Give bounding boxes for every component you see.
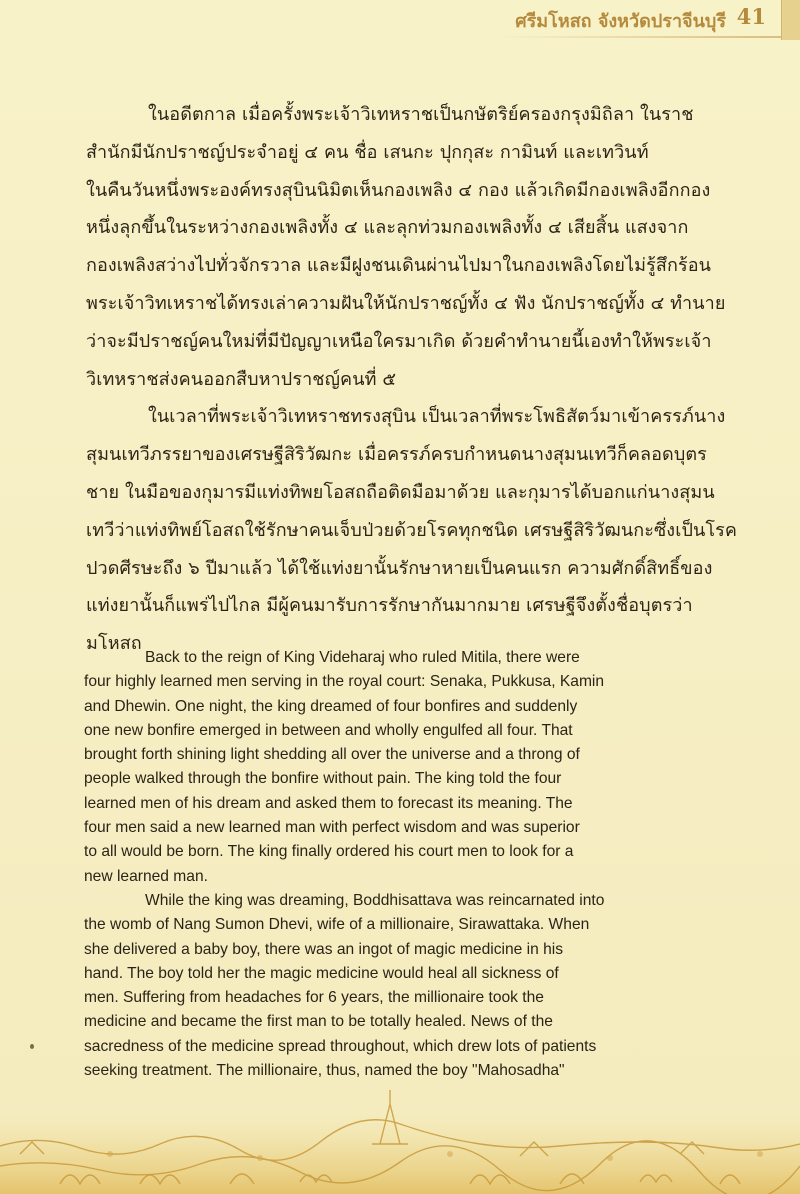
english-line: brought forth shining light shedding all over the universe and a throng of: [84, 746, 580, 764]
thai-line: เทวีว่าแท่งทิพย์โอสถใช้รักษาคนเจ็บป่วยด้วยโรคทุกชนิด เศรษฐีสิริวัฒนกะซึ่งเป็นโรค: [86, 519, 738, 541]
thai-line: วิเทหราชส่งคนออกสืบหาปราชญ์คนที่ ๕: [86, 368, 397, 390]
thai-line: สำนักมีนักปราชญ์ประจำอยู่ ๔ คน ชื่อ เสนกะ ปุกกุสะ กามินท์ และเทวินท์: [86, 141, 649, 163]
thai-line: มโหสถ: [86, 633, 142, 655]
decorative-footer-illustration: [0, 1084, 800, 1194]
english-line: Back to the reign of King Videharaj who ruled Mitila, there were: [145, 649, 580, 666]
english-line: learned men of his dream and asked them to forecast its meaning. The: [84, 794, 573, 812]
english-line: and Dhewin. One night, the king dreamed of four bonfires and suddenly: [84, 697, 578, 715]
thai-paragraph-1: [86, 96, 726, 398]
english-line: medicine and became the first man to be totally healed. News of the: [84, 1013, 553, 1031]
thai-line: สุมนเทวีภรรยาของเศรษฐีสิริวัฒกะ เมื่อครรภ์ครบกำหนดนางสุมนเทวีก็คลอดบุตร: [86, 444, 707, 466]
page-number: 41: [736, 4, 766, 29]
ink-speck: [30, 1044, 34, 1049]
english-line: sacredness of the medicine spread throughout, which drew lots of patients: [84, 1037, 597, 1055]
english-paragraph-1: [84, 646, 708, 889]
english-body-text: [84, 646, 708, 1083]
thai-line: ในอดีตกาล เมื่อครั้งพระเจ้าวิเทหราชเป็นกษัตริย์ครองกรุงมิถิลา ในราช: [148, 104, 694, 125]
thai-line: ในคืนวันหนึ่งพระองค์ทรงสุบินนิมิตเห็นกองเพลิง ๔ กอง แล้วเกิดมีกองเพลิงอีกกอง: [86, 179, 711, 201]
corner-ornament: [781, 0, 800, 40]
header-rule: [500, 36, 800, 38]
english-line: she delivered a baby boy, there was an ingot of magic medicine in his: [84, 940, 564, 958]
header-title: ศรีมโหสถ จังหวัดปราจีนบุรี: [515, 11, 726, 32]
page-header: [0, 0, 800, 40]
english-line: to all would be born. The king finally ordered his court men to look for a: [84, 843, 574, 861]
thai-line: พระเจ้าวิทเหราชได้ทรงเล่าความฝันให้นักปราชญ์ทั้ง ๔ ฟัง นักปราชญ์ทั้ง ๔ ทำนาย: [86, 292, 726, 314]
english-line: the womb of Nang Sumon Dhevi, wife of a millionaire, Sirawattaka. When: [84, 916, 590, 934]
thai-line: หนึ่งลุกขึ้นในระหว่างกองเพลิงทั้ง ๔ และลุกท่วมกองเพลิงทั้ง ๔ เสียสิ้น แสงจาก: [86, 217, 689, 239]
thai-line: แท่งยานั้นก็แพร่ไปไกล มีผู้คนมารับการรักษากันมากมาย เศรษฐีจึงตั้งชื่อบุตรว่า: [86, 595, 693, 617]
thai-line: กองเพลิงสว่างไปทั่วจักรวาล และมีฝูงชนเดินผ่านไปมาในกองเพลิงโดยไม่รู้สึกร้อน: [86, 255, 712, 277]
english-line: men. Suffering from headaches for 6 years, the millionaire took the: [84, 989, 544, 1007]
english-line: people walked through the bonfire without pain. The king told the four: [84, 770, 562, 788]
thai-line: ชาย ในมือของกุมารมีแท่งทิพยโอสถถือติดมือมาด้วย และกุมารได้บอกแก่นางสุมน: [86, 481, 715, 503]
english-line: four men said a new learned man with perfect wisdom and was superior: [84, 819, 580, 837]
english-line: While the king was dreaming, Boddhisattava was reincarnated into: [145, 891, 605, 909]
thai-line: ว่าจะมีปราชญ์คนใหม่ที่มีปัญญาเหนือใครมาเกิด ด้วยคำทำนายนี้เองทำให้พระเจ้า: [86, 330, 712, 352]
english-line: four highly learned men serving in the royal court: Senaka, Pukkusa, Kamin: [84, 673, 605, 691]
thai-body-text: [86, 96, 738, 663]
english-line: one new bonfire emerged in between and wholly engulfed all four. That: [84, 721, 573, 739]
thai-paragraph-2: [86, 398, 738, 663]
english-line: new learned man.: [84, 867, 208, 885]
thai-line: ในเวลาที่พระเจ้าวิเทหราชทรงสุบิน เป็นเวลาที่พระโพธิสัตว์มาเข้าครรภ์นาง: [148, 406, 726, 428]
english-paragraph-2: [84, 889, 708, 1083]
thai-line: ปวดศีรษะถึง ๖ ปีมาแล้ว ได้ใช้แท่งยานั้นรักษาหายเป็นคนแรก ความศักดิ์สิทธิ์ของ: [86, 557, 713, 579]
english-line: hand. The boy told her the magic medicine would heal all sickness of: [84, 964, 559, 982]
english-line: seeking treatment. The millionaire, thus, named the boy "Mahosadha": [84, 1062, 565, 1080]
